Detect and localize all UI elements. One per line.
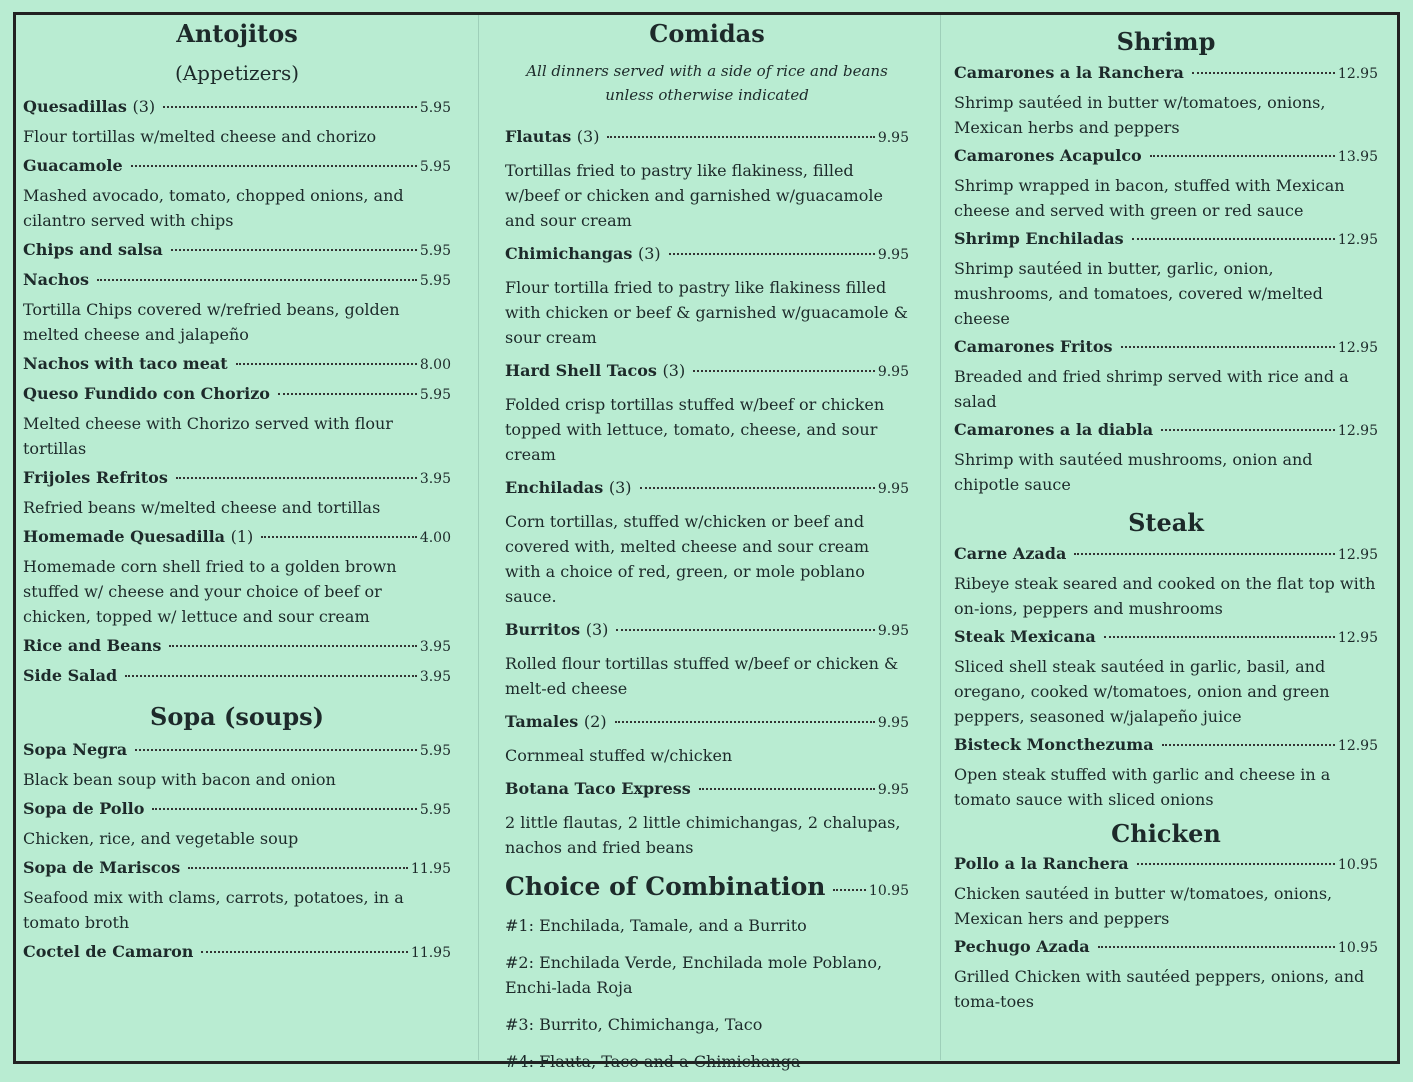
leader-dots <box>278 393 417 395</box>
item-price: 9.95 <box>877 480 909 497</box>
leader-dots <box>607 136 874 138</box>
item-price: 3.95 <box>419 638 451 655</box>
item-count: (3) <box>132 96 156 116</box>
leader-dots <box>1098 946 1335 948</box>
combo-name: Choice of Combination <box>505 871 826 901</box>
item-price: 5.95 <box>419 272 451 289</box>
combo-option: #3: Burrito, Chimichanga, Taco <box>505 1014 763 1034</box>
item-name-text: Pollo a la Ranchera <box>954 854 1129 874</box>
leader-dots <box>693 370 875 372</box>
item-name-text: Shrimp Enchiladas <box>954 228 1124 248</box>
item-price: 9.95 <box>877 714 909 731</box>
item-name <box>23 382 270 406</box>
item-name <box>23 634 161 658</box>
item-description: Shrimp wrapped in bacon, stuffed with Mexican cheese and served with green or red sauce <box>954 175 1345 220</box>
item-name-text: Carne Azada <box>954 543 1067 563</box>
item-description: Open steak stuffed with garlic and cheese in a tomato sauce with sliced onions <box>954 764 1331 809</box>
item-price: 10.95 <box>1337 940 1378 957</box>
leader-dots <box>1121 346 1335 348</box>
section-title: Antojitos <box>176 19 298 48</box>
leader-dots <box>1161 429 1335 431</box>
item-name <box>954 418 1153 442</box>
leader-dots <box>1132 238 1335 240</box>
item-name-text: Nachos <box>23 269 90 289</box>
item-name <box>23 95 155 119</box>
item-name <box>954 335 1113 359</box>
item-name-text: Side Salad <box>23 665 118 685</box>
item-name-text: Guacamole <box>23 155 123 175</box>
item-description: Homemade corn shell fried to a golden brown stuffed w/ cheese and your choice of beef or chicken, topped w/ lettuce and sour cream <box>23 556 397 626</box>
item-price: 8.00 <box>419 356 451 373</box>
leader-dots <box>97 279 417 281</box>
item-name-text: Frijoles Refritos <box>23 467 168 487</box>
leader-dots <box>640 487 875 489</box>
leader-dots <box>1150 155 1335 157</box>
item-name <box>23 525 253 549</box>
item-name-text: Rice and Beans <box>23 635 162 655</box>
item-count: (3) <box>662 360 686 380</box>
menu-item <box>23 238 451 263</box>
leader-dots <box>125 675 417 677</box>
item-name <box>954 733 1154 757</box>
item-name-text: Camarones Fritos <box>954 336 1113 356</box>
appetizers-column <box>23 20 451 965</box>
menu-item <box>23 797 451 822</box>
leader-dots <box>616 629 874 631</box>
item-name <box>954 625 1096 649</box>
leader-dots <box>188 867 408 869</box>
menu-item <box>954 935 1378 960</box>
item-price: 5.95 <box>419 801 451 818</box>
item-price: 3.95 <box>419 470 451 487</box>
item-count: (3) <box>585 619 609 639</box>
item-description: Rolled flour tortillas stuffed w/beef or chicken & melt-ed cheese <box>505 653 899 698</box>
item-name <box>23 154 123 178</box>
item-name-text: Pechugo Azada <box>954 937 1090 957</box>
item-description: Ribeye steak seared and cooked on the flat top with on-ions, peppers and mushrooms <box>954 573 1376 618</box>
menu-item <box>23 634 451 659</box>
menu-item <box>23 738 451 763</box>
item-name-text: Burritos <box>505 619 581 639</box>
item-name <box>505 125 599 149</box>
item-description: Shrimp with sautéed mushrooms, onion and chipotle sauce <box>954 449 1313 494</box>
item-description: Seafood mix with clams, carrots, potatoes, in a tomato broth <box>23 887 404 932</box>
item-name <box>505 359 685 383</box>
item-description: Cornmeal stuffed w/chicken <box>505 745 733 765</box>
leader-dots <box>236 363 417 365</box>
menu-item <box>23 466 451 491</box>
item-description: Shrimp sautéed in butter w/tomatoes, onions, Mexican herbs and peppers <box>954 92 1326 137</box>
item-price: 5.95 <box>419 386 451 403</box>
item-name-text: Steak Mexicana <box>954 626 1096 646</box>
item-name-text: Sopa de Pollo <box>23 798 145 818</box>
leader-dots <box>201 951 407 953</box>
item-name <box>23 238 163 262</box>
item-description: Melted cheese with Chorizo served with flour tortillas <box>23 413 393 458</box>
menu-item <box>954 144 1378 169</box>
menu-item <box>23 382 451 407</box>
item-description: Shrimp sautéed in butter, garlic, onion, mushrooms, and tomatoes, covered w/melted cheese <box>954 258 1323 328</box>
combo-price: 10.95 <box>868 882 909 899</box>
combo-option: #4: Flauta, Taco and a Chimichanga <box>505 1051 801 1071</box>
appetizer-list <box>23 95 451 689</box>
item-name-text: Enchiladas <box>505 477 604 497</box>
item-name <box>505 476 632 500</box>
item-name-text: Camarones a la diabla <box>954 419 1154 439</box>
item-count: (2) <box>583 711 607 731</box>
item-name <box>23 466 168 490</box>
item-name-text: Coctel de Camaron <box>23 941 194 961</box>
steak-list <box>954 542 1378 812</box>
item-description: Breaded and fried shrimp served with rice and a salad <box>954 366 1349 411</box>
menu-item <box>505 618 909 643</box>
item-price: 12.95 <box>1337 629 1378 646</box>
section-title: Sopa (soups) <box>150 701 324 731</box>
dinners-column <box>505 20 909 1074</box>
leader-dots <box>131 165 417 167</box>
item-price: 12.95 <box>1337 546 1378 563</box>
menu-item <box>954 227 1378 252</box>
item-name <box>954 935 1090 959</box>
item-description: Chicken, rice, and vegetable soup <box>23 828 299 848</box>
menu-item <box>23 664 451 689</box>
item-name <box>23 738 127 762</box>
item-price: 9.95 <box>877 781 909 798</box>
item-name-text: Botana Taco Express <box>505 778 691 798</box>
leader-dots <box>135 749 417 751</box>
item-name <box>23 268 89 292</box>
soup-list <box>23 738 451 965</box>
menu-item <box>954 542 1378 567</box>
menu-item <box>23 95 451 120</box>
item-description: Tortillas fried to pastry like flakiness, filled w/beef or chicken and garnished w/guacamole and sour cream <box>505 160 883 230</box>
item-price: 5.95 <box>419 99 451 116</box>
item-count: (1) <box>230 526 254 546</box>
item-price: 5.95 <box>419 742 451 759</box>
item-price: 12.95 <box>1337 339 1378 356</box>
item-count: (3) <box>637 243 661 263</box>
menu-item <box>505 476 909 501</box>
item-name-text: Flautas <box>505 126 572 146</box>
item-name-text: Chimichangas <box>505 243 633 263</box>
combo-option: #2: Enchilada Verde, Enchilada mole Poblano, Enchi-lada Roja <box>505 952 883 997</box>
item-description: Tortilla Chips covered w/refried beans, golden melted cheese and jalapeño <box>23 299 400 344</box>
item-count: (3) <box>608 477 632 497</box>
leader-dots <box>1192 72 1335 74</box>
menu-item <box>505 777 909 802</box>
item-name-text: Tamales <box>505 711 579 731</box>
item-name <box>505 618 608 642</box>
menu-item <box>505 710 909 735</box>
item-description: Black bean soup with bacon and onion <box>23 769 336 789</box>
leader-dots <box>699 788 875 790</box>
item-description: Grilled Chicken with sautéed peppers, onions, and toma-toes <box>954 967 1365 1012</box>
item-description: Flour tortillas w/melted cheese and chorizo <box>23 126 377 146</box>
item-name <box>23 352 228 376</box>
menu-item <box>505 125 909 150</box>
item-name-text: Camarones a la Ranchera <box>954 62 1184 82</box>
item-name-text: Quesadillas <box>23 96 127 116</box>
item-name-text: Queso Fundido con Chorizo <box>23 383 270 403</box>
section-title: Comidas <box>649 19 765 48</box>
menu-item <box>23 856 451 881</box>
item-description: Chicken sautéed in butter w/tomatoes, onions, Mexican hers and peppers <box>954 884 1333 929</box>
menu-item <box>954 335 1378 360</box>
item-description: Sliced shell steak sautéed in garlic, basil, and oregano, cooked w/tomatoes, onion and green peppers, seasoned w/jalapeño juice <box>954 656 1330 726</box>
leader-dots <box>833 889 865 891</box>
leader-dots <box>1162 744 1335 746</box>
item-price: 12.95 <box>1337 231 1378 248</box>
menu-item <box>954 852 1378 877</box>
item-price: 12.95 <box>1337 422 1378 439</box>
leader-dots <box>176 477 417 479</box>
leader-dots <box>152 808 416 810</box>
item-name <box>505 242 661 266</box>
leader-dots <box>171 249 417 251</box>
item-price: 11.95 <box>410 860 451 877</box>
chicken-list <box>954 852 1378 1014</box>
item-name-text: Hard Shell Tacos <box>505 360 657 380</box>
item-name <box>954 144 1142 168</box>
menu-item <box>23 525 451 550</box>
item-name <box>23 797 144 821</box>
item-count: (3) <box>576 126 600 146</box>
item-price: 12.95 <box>1337 65 1378 82</box>
section-title: Chicken <box>1111 818 1221 848</box>
leader-dots <box>669 253 875 255</box>
section-subtitle: (Appetizers) <box>174 60 300 85</box>
item-price: 9.95 <box>877 622 909 639</box>
menu-item <box>505 359 909 384</box>
section-title: Shrimp <box>1116 27 1216 56</box>
leader-dots <box>1104 636 1335 638</box>
item-name <box>954 227 1124 251</box>
leader-dots <box>261 536 417 538</box>
item-description: Corn tortillas, stuffed w/chicken or beef and covered with, melted cheese and sour cream with a choice of red, green, or mole poblano sauce. <box>505 511 870 606</box>
item-price: 5.95 <box>419 158 451 175</box>
item-description: Folded crisp tortillas stuffed w/beef or chicken topped with lettuce, tomato, cheese, and sour cream <box>505 394 885 464</box>
leader-dots <box>615 721 875 723</box>
leader-dots <box>1137 863 1335 865</box>
menu-item <box>23 940 451 965</box>
menu-item <box>954 733 1378 758</box>
item-price: 12.95 <box>1337 737 1378 754</box>
menu-item <box>954 418 1378 443</box>
item-description: Flour tortilla fried to pastry like flakiness filled with chicken or beef & garnished w/guacamole & sour cream <box>505 277 908 347</box>
item-name-text: Bisteck Moncthezuma <box>954 734 1154 754</box>
item-name <box>954 61 1184 85</box>
item-name <box>23 856 180 880</box>
item-price: 9.95 <box>877 363 909 380</box>
item-name-text: Camarones Acapulco <box>954 145 1142 165</box>
menu-item <box>505 242 909 267</box>
leader-dots <box>1074 553 1335 555</box>
shrimp-list <box>954 61 1378 497</box>
item-price: 3.95 <box>419 668 451 685</box>
menu-item <box>23 352 451 377</box>
item-price: 13.95 <box>1337 148 1378 165</box>
item-name <box>954 852 1129 876</box>
item-price: 5.95 <box>419 242 451 259</box>
menu-item <box>954 61 1378 86</box>
item-name-text: Chips and salsa <box>23 239 163 259</box>
item-name <box>505 710 607 734</box>
leader-dots <box>169 645 416 647</box>
item-price: 9.95 <box>877 246 909 263</box>
item-name-text: Sopa de Mariscos <box>23 857 181 877</box>
menu-item <box>23 154 451 179</box>
section-title: Steak <box>1128 507 1204 537</box>
item-name <box>505 777 691 801</box>
menu-item <box>23 268 451 293</box>
leader-dots <box>163 106 417 108</box>
item-price: 4.00 <box>419 529 451 546</box>
specialties-column <box>954 20 1378 1017</box>
fold-line <box>478 15 479 1060</box>
item-name-text: Sopa Negra <box>23 739 128 759</box>
item-name <box>954 542 1066 566</box>
item-name-text: Nachos with taco meat <box>23 353 228 373</box>
fold-line <box>940 15 941 1060</box>
item-description: 2 little flautas, 2 little chimichangas, 2 chalupas, nachos and fried beans <box>505 812 901 857</box>
combo-item <box>505 872 909 901</box>
item-price: 9.95 <box>877 129 909 146</box>
item-name-text: Homemade Quesadilla <box>23 526 226 546</box>
item-description: Mashed avocado, tomato, chopped onions, and cilantro served with chips <box>23 185 404 230</box>
dinner-list <box>505 125 909 860</box>
combo-option: #1: Enchilada, Tamale, and a Burrito <box>505 915 807 935</box>
menu-item <box>954 625 1378 650</box>
section-note: All dinners served with a side of rice and beans unless otherwise indicated <box>526 61 888 104</box>
item-price: 10.95 <box>1337 857 1378 874</box>
item-name <box>23 664 117 688</box>
item-name <box>23 940 193 964</box>
item-description: Refried beans w/melted cheese and tortillas <box>23 497 381 517</box>
item-price: 11.95 <box>410 944 451 961</box>
